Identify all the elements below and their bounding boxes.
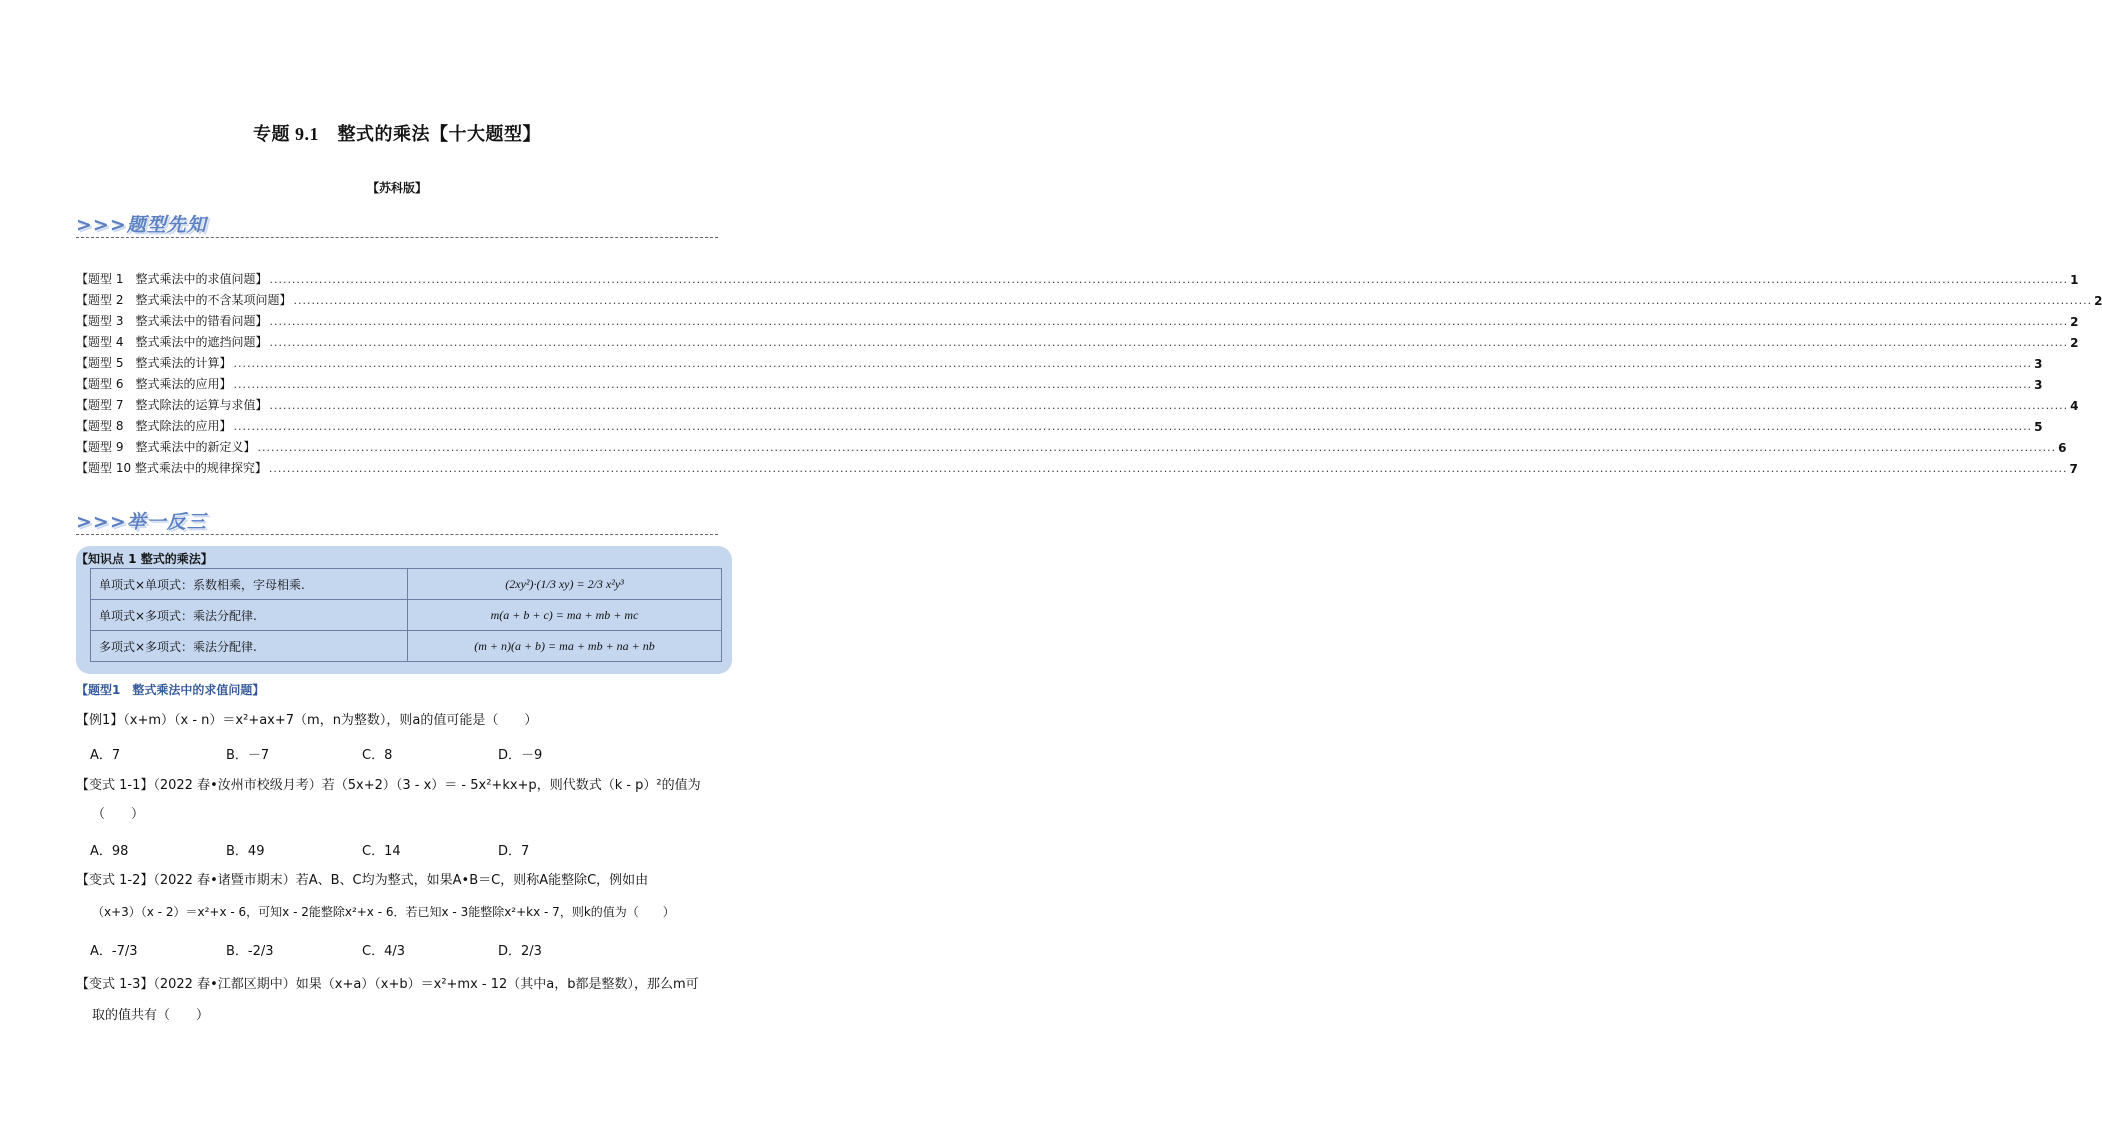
example-1-options xyxy=(90,744,634,763)
toc-leader-dots: ................................................................................................................................................................................................................................................................................................................................................................................................................ xyxy=(293,294,2093,307)
toc-leader-dots: ................................................................................................................................................................................................................................................................................................................................................................................................................ xyxy=(269,336,2069,349)
divider xyxy=(76,237,718,238)
knowledge-box xyxy=(76,546,732,674)
toc-label: 【题型 10 整式乘法中的规律探究】 xyxy=(76,461,267,475)
option-c: C．14 xyxy=(362,844,401,859)
toc-entry[interactable] xyxy=(76,434,2067,455)
toc-leader-dots: ................................................................................................................................................................................................................................................................................................................................................................................................................ xyxy=(269,273,2069,286)
toc-entry[interactable] xyxy=(76,350,2043,371)
knowledge-table xyxy=(90,568,722,662)
edition-label: 【苏科版】 xyxy=(366,181,427,195)
toc-page-number: 3 xyxy=(2034,357,2043,371)
option-a: A．7 xyxy=(90,748,121,763)
variant-1-1-line2: （ ） xyxy=(92,807,145,822)
toc-leader-dots: ................................................................................................................................................................................................................................................................................................................................................................................................................ xyxy=(257,441,2057,454)
toc-page-number: 1 xyxy=(2070,273,2079,287)
option-a: A．-7/3 xyxy=(90,944,138,959)
toc-label: 【题型 7 整式除法的运算与求值】 xyxy=(76,398,268,412)
toc-page-number: 3 xyxy=(2034,378,2043,392)
toc-entry[interactable] xyxy=(76,287,2102,308)
toc-page-number: 2 xyxy=(2070,315,2079,329)
toc-entry[interactable] xyxy=(76,329,2079,350)
toc-label: 【题型 8 整式除法的应用】 xyxy=(76,419,232,433)
toc-leader-dots: ................................................................................................................................................................................................................................................................................................................................................................................................................ xyxy=(233,357,2033,370)
option-d: D．7 xyxy=(498,844,530,859)
option-d: D．－9 xyxy=(498,748,543,763)
toc-entry[interactable] xyxy=(76,392,2079,413)
formula-cell: (m + n)(a + b) = ma + mb + na + nb xyxy=(408,631,722,662)
rule-cell: 多项式×多项式：乘法分配律. xyxy=(91,631,408,662)
toc-leader-dots: ................................................................................................................................................................................................................................................................................................................................................................................................................ xyxy=(233,420,2033,433)
option-b: B．－7 xyxy=(226,748,270,763)
toc-label: 【题型 4 整式乘法中的遮挡问题】 xyxy=(76,335,268,349)
toc-label: 【题型 2 整式乘法中的不含某项问题】 xyxy=(76,293,292,307)
toc-page-number: 2 xyxy=(2070,336,2079,350)
option-b: B．-2/3 xyxy=(226,944,274,959)
formula-cell: (2xy²)·(1/3 xy) = 2/3 x²y³ xyxy=(408,569,722,600)
toc-page-number: 4 xyxy=(2070,399,2079,413)
variant-1-1-line1: 【变式 1-1】（2022 春•汝州市校级月考）若（5x+2）（3 - x）＝ - 5x²+kx+p，则代数式（k - p）²的值为 xyxy=(76,778,701,793)
toc-entry[interactable] xyxy=(76,308,2079,329)
toc-label: 【题型 5 整式乘法的计算】 xyxy=(76,356,232,370)
type1-heading: 【题型1 整式乘法中的求值问题】 xyxy=(76,683,265,697)
option-c: C．4/3 xyxy=(362,944,405,959)
toc-page-number: 7 xyxy=(2069,462,2078,476)
toc-entry[interactable] xyxy=(76,371,2043,392)
option-a: A．98 xyxy=(90,844,129,859)
variant-1-3-line2: 取的值共有（ ） xyxy=(92,1008,210,1023)
option-c: C．8 xyxy=(362,748,393,763)
variant-1-1-options xyxy=(90,840,634,859)
toc-leader-dots: ................................................................................................................................................................................................................................................................................................................................................................................................................ xyxy=(269,399,2069,412)
variant-1-3-line1: 【变式 1-3】（2022 春•江都区期中）如果（x+a）（x+b）＝x²+mx - 12（其中a，b都是整数），那么m可 xyxy=(76,977,699,992)
toc-entry[interactable] xyxy=(76,413,2043,434)
table-row xyxy=(91,600,722,631)
toc-label: 【题型 1 整式乘法中的求值问题】 xyxy=(76,272,268,286)
toc-page-number: 5 xyxy=(2034,420,2043,434)
option-b: B．49 xyxy=(226,844,265,859)
table-row xyxy=(91,631,722,662)
toc-entry[interactable] xyxy=(76,455,2078,476)
table-of-contents xyxy=(76,266,2102,476)
toc-entry[interactable] xyxy=(76,266,2079,287)
table-row xyxy=(91,569,722,600)
rule-cell: 单项式×多项式：乘法分配律. xyxy=(91,600,408,631)
toc-label: 【题型 6 整式乘法的应用】 xyxy=(76,377,232,391)
toc-page-number: 6 xyxy=(2058,441,2067,455)
toc-leader-dots: ................................................................................................................................................................................................................................................................................................................................................................................................................ xyxy=(233,378,2033,391)
section-banner-preview: >>>题型先知 xyxy=(76,214,207,236)
toc-leader-dots: ................................................................................................................................................................................................................................................................................................................................................................................................................ xyxy=(268,462,2068,475)
variant-1-2-options xyxy=(90,940,634,959)
divider xyxy=(76,534,718,535)
page-title: 专题 9.1 整式的乘法【十大题型】 xyxy=(253,124,541,144)
toc-label: 【题型 9 整式乘法中的新定义】 xyxy=(76,440,256,454)
rule-cell: 单项式×单项式：系数相乘，字母相乘. xyxy=(91,569,408,600)
variant-1-2-line1: 【变式 1-2】（2022 春•诸暨市期末）若A、B、C均为整式，如果A•B＝C，则称A能整除C，例如由 xyxy=(76,873,649,888)
formula-cell: m(a + b + c) = ma + mb + mc xyxy=(408,600,722,631)
example-1: 【例1】（x+m）（x - n）＝x²+ax+7（m，n为整数），则a的值可能是（ ） xyxy=(76,713,538,728)
section-banner-practice: >>>举一反三 xyxy=(76,511,207,533)
option-d: D．2/3 xyxy=(498,944,542,959)
toc-page-number: 2 xyxy=(2094,294,2102,308)
toc-leader-dots: ................................................................................................................................................................................................................................................................................................................................................................................................................ xyxy=(269,315,2069,328)
variant-1-2-line2: （x+3）（x - 2）＝x²+x - 6，可知x - 2能整除x²+x - 6．若已知x - 3能整除x²+kx - 7，则k的值为（ ） xyxy=(92,905,675,919)
toc-label: 【题型 3 整式乘法中的错看问题】 xyxy=(76,314,268,328)
knowledge-title: 【知识点 1 整式的乘法】 xyxy=(76,552,213,566)
